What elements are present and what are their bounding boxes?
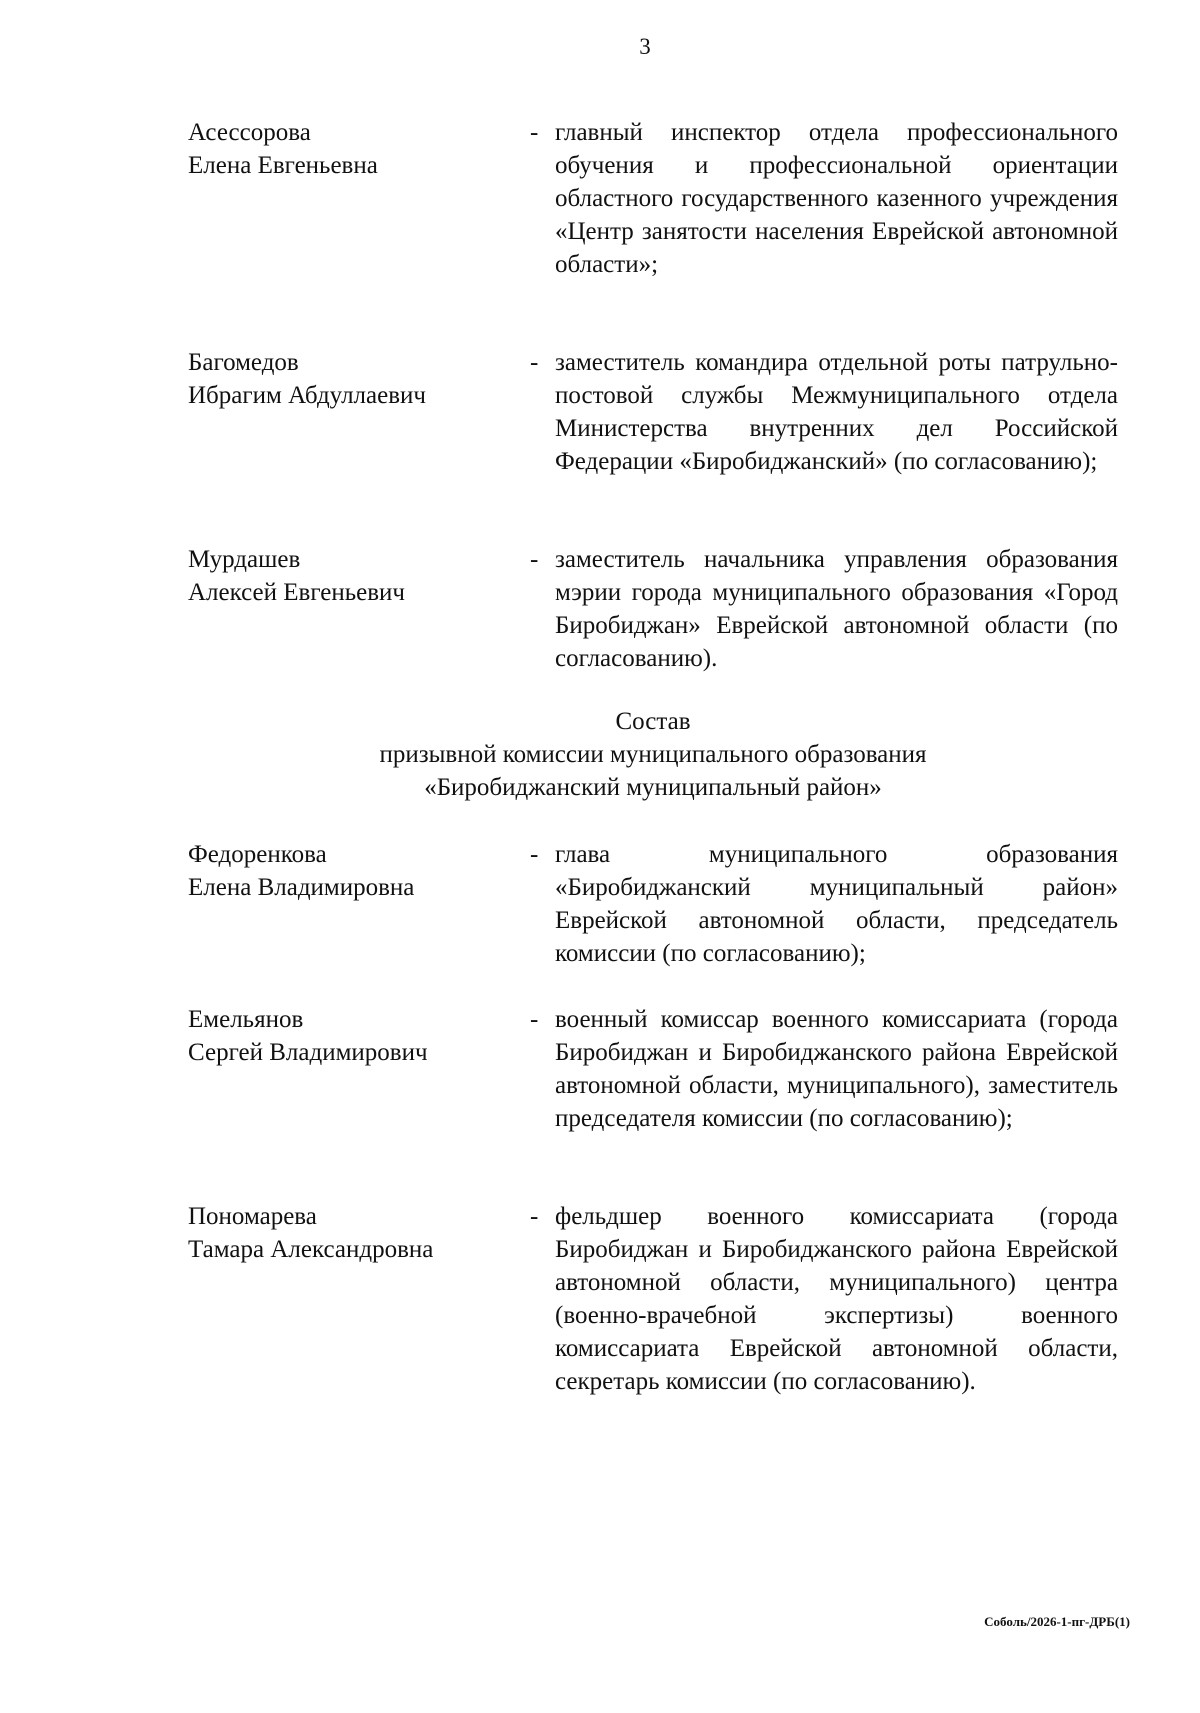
member-surname: Мурдашев xyxy=(188,546,301,573)
member-name xyxy=(188,1003,528,1069)
document-code: Соболь/2026-1-пг-ДРБ(1) xyxy=(984,1614,1130,1629)
dash-separator: - xyxy=(530,546,539,573)
member-role: заместитель начальника управления образования мэрии города муниципального образования «Город Биробиджан» Еврейской автономной области (по согласованию). xyxy=(555,546,1118,672)
member-surname: Пономарева xyxy=(188,1203,317,1230)
dash-separator: - xyxy=(530,1006,539,1033)
member-role: глава муниципального образования «Биробиджанский муниципальный район» Еврейской автономной области, председатель комиссии (по согласованию); xyxy=(555,841,1118,967)
member-role: заместитель командира отдельной роты патрульно-постовой службы Межмуниципального отдела Министерства внутренних дел Российской Федерации «Биробиджанский» (по согласованию); xyxy=(555,349,1118,475)
member-name xyxy=(188,1200,528,1266)
member-given-names: Тамара Александровна xyxy=(188,1236,434,1263)
member-name xyxy=(188,838,528,904)
dash-separator: - xyxy=(530,1203,539,1230)
member-role: фельдшер военного комиссариата (города Биробиджан и Биробиджанского района Еврейской автономной области, муниципального) центра (военно-врачебной экспертизы) военного комиссариата Еврейской автономной области, секретарь комиссии (по согласованию). xyxy=(555,1203,1118,1395)
heading-title: Состав xyxy=(615,708,691,735)
member-given-names: Алексей Евгеньевич xyxy=(188,579,406,606)
member-surname: Федоренкова xyxy=(188,841,327,868)
member-surname: Асессорова xyxy=(188,119,311,146)
member-role: военный комиссар военного комиссариата (города Биробиджан и Биробиджанского района Еврейской автономной области, муниципального), заместитель председателя комиссии (по согласованию); xyxy=(555,1006,1118,1132)
page-number: 3 xyxy=(639,34,651,59)
member-given-names: Сергей Владимирович xyxy=(188,1039,428,1066)
dash-separator: - xyxy=(530,119,539,146)
member-name xyxy=(188,543,528,609)
member-given-names: Елена Евгеньевна xyxy=(188,152,378,179)
member-name xyxy=(188,346,528,412)
member-surname: Багомедов xyxy=(188,349,299,376)
dash-separator: - xyxy=(530,841,539,868)
section-heading xyxy=(188,705,1118,804)
member-surname: Емельянов xyxy=(188,1006,304,1033)
member-given-names: Елена Владимировна xyxy=(188,874,415,901)
member-name xyxy=(188,116,528,182)
dash-separator: - xyxy=(530,349,539,376)
member-given-names: Ибрагим Абдуллаевич xyxy=(188,382,426,409)
heading-subtitle: «Биробиджанский муниципальный район» xyxy=(424,774,882,801)
member-role: главный инспектор отдела профессионального обучения и профессиональной ориентации областного государственного казенного учреждения «Центр занятости населения Еврейской автономной области»; xyxy=(555,119,1118,278)
heading-subtitle: призывной комиссии муниципального образования xyxy=(379,741,927,768)
